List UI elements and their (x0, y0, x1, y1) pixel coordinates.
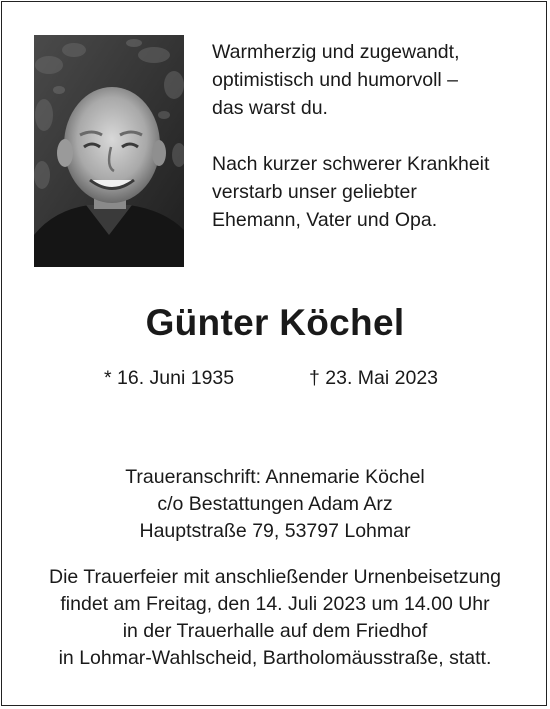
deceased-name: Günter Köchel (145, 302, 405, 343)
mourning-address (0, 464, 550, 545)
ceremony-line: Die Trauerfeier mit anschließender Urnenbeisetzung (49, 566, 501, 588)
intro-line: Nach kurzer schwerer Krankheit (212, 153, 490, 175)
intro-text (212, 38, 532, 262)
address-line: c/o Bestattungen Adam Arz (157, 493, 393, 515)
intro-paragraph-1 (212, 38, 532, 122)
intro-line: Warmherzig und zugewandt, (212, 41, 460, 63)
ceremony-line: in Lohmar-Wahlscheid, Bartholomäusstraße, statt. (58, 647, 492, 669)
intro-line: Ehemann, Vater und Opa. (212, 209, 438, 231)
ceremony-line: findet am Freitag, den 14. Juli 2023 um 14.00 Uhr (60, 593, 490, 615)
intro-line: verstarb unser geliebter (212, 181, 417, 203)
address-line: Hauptstraße 79, 53797 Lohmar (139, 520, 411, 542)
death-date: † 23. Mai 2023 (309, 367, 439, 389)
portrait-photo (34, 35, 184, 267)
ceremony-info (0, 564, 550, 672)
address-line: Traueranschrift: Annemarie Köchel (125, 466, 425, 488)
intro-line: optimistisch und humorvoll – (212, 69, 459, 91)
ceremony-line: in der Trauerhalle auf dem Friedhof (122, 620, 428, 642)
birth-date: * 16. Juni 1935 (104, 367, 235, 389)
intro-paragraph-2 (212, 150, 532, 234)
intro-line: das warst du. (212, 97, 328, 119)
